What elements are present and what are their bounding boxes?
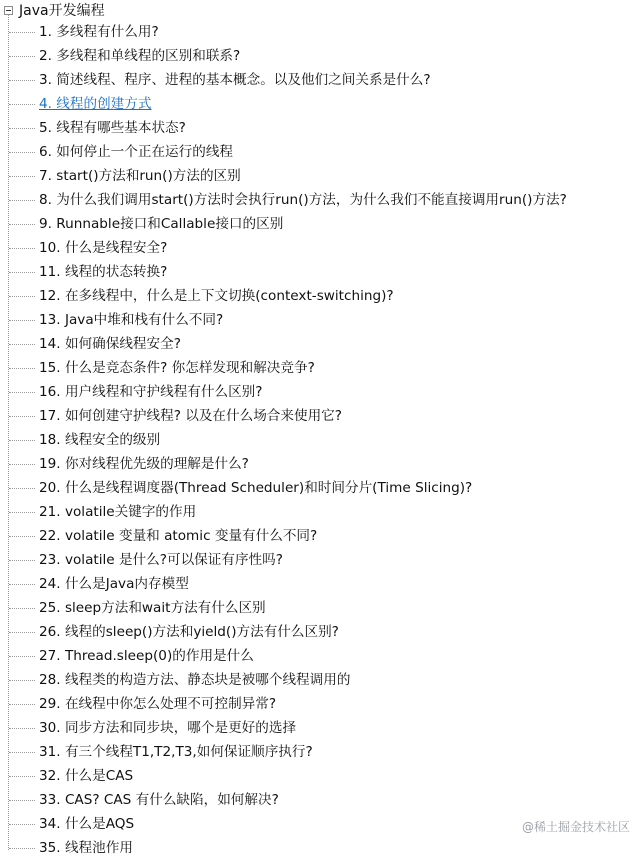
tree-item-label[interactable]: 5. 线程有哪些基本状态? [39,120,186,136]
tree-connector [9,848,35,849]
tree-connector [9,800,35,801]
tree-item-label[interactable]: 14. 如何确保线程安全? [39,336,181,352]
tree-item-label[interactable]: 11. 线程的状态转换? [39,264,168,280]
tree-connector [9,608,35,609]
tree-item-label[interactable]: 33. CAS? CAS 有什么缺陷，如何解决? [39,792,279,808]
tree-connector [9,776,35,777]
tree-item-label[interactable]: 7. start()方法和run()方法的区别 [39,168,241,184]
tree-connector [9,632,35,633]
tree-connector [9,104,35,105]
tree-connector [9,464,35,465]
tree-item-label[interactable]: 23. volatile 是什么?可以保证有序性吗? [39,552,283,568]
tree-item-label[interactable]: 27. Thread.sleep(0)的作用是什么 [39,648,254,664]
tree-connector [9,56,35,57]
tree-connector [9,704,35,705]
tree-connector [9,728,35,729]
tree-item-label[interactable]: 29. 在线程中你怎么处理不可控制异常? [39,696,277,712]
tree-root-node[interactable] [0,0,105,20]
tree-connector [9,224,35,225]
tree-connector [9,584,35,585]
tree-connector [9,656,35,657]
tree-connector [9,248,35,249]
tree-connector [9,536,35,537]
tree-connector [9,272,35,273]
tree-connector [9,296,35,297]
tree-item-label[interactable]: 3. 简述线程、程序、进程的基本概念。以及他们之间关系是什么? [39,72,431,88]
tree-connector [9,200,35,201]
tree-connector [9,416,35,417]
tree-connector [9,32,35,33]
tree-item-label[interactable]: 17. 如何创建守护线程? 以及在什么场合来使用它? [39,408,342,424]
tree-item-label[interactable]: 34. 什么是AQS [39,816,135,832]
tree-connector [9,176,35,177]
tree-connector [9,488,35,489]
tree-item-label[interactable]: 35. 线程池作用 [39,840,133,856]
tree-item-label[interactable]: 9. Runnable接口和Callable接口的区别 [39,216,284,232]
tree-connector [9,752,35,753]
tree-item-label[interactable]: 6. 如何停止一个正在运行的线程 [39,144,234,160]
tree-item-label[interactable]: 19. 你对线程优先级的理解是什么? [39,456,249,472]
tree-connector [9,680,35,681]
tree-connector [9,320,35,321]
tree-connector [9,128,35,129]
tree-guide-line [8,14,9,850]
tree-connector [9,80,35,81]
tree-item-label[interactable]: 26. 线程的sleep()方法和yield()方法有什么区别? [39,624,339,640]
tree-item-label[interactable]: 30. 同步方法和同步块，哪个是更好的选择 [39,720,297,736]
tree-connector [9,824,35,825]
tree-item-label[interactable]: 1. 多线程有什么用? [39,24,159,40]
tree-connector [9,152,35,153]
watermark: @稀土掘金技术社区 [521,820,630,834]
tree-root-label[interactable]: Java开发编程 [19,3,105,19]
tree-item-label[interactable]: 12. 在多线程中，什么是上下文切换(context-switching)? [39,288,394,304]
tree-item-label[interactable]: 2. 多线程和单线程的区别和联系? [39,48,241,64]
tree-item-label[interactable]: 31. 有三个线程T1,T2,T3,如何保证顺序执行? [39,744,313,760]
tree-item-label[interactable]: 16. 用户线程和守护线程有什么区别? [39,384,263,400]
tree-connector [9,512,35,513]
tree-item-label[interactable]: 24. 什么是Java内存模型 [39,576,189,592]
tree-item-label[interactable]: 15. 什么是竞态条件? 你怎样发现和解决竞争? [39,360,315,376]
tree-connector [9,560,35,561]
tree-item-label[interactable]: 8. 为什么我们调用start()方法时会执行run()方法，为什么我们不能直接调用run()方法? [39,192,567,208]
tree-item-label[interactable]: 21. volatile关键字的作用 [39,504,197,520]
tree-connector [9,344,35,345]
tree-connector [9,368,35,369]
tree-item-label[interactable]: 25. sleep方法和wait方法有什么区别 [39,600,266,616]
tree-item-label[interactable]: 28. 线程类的构造方法、静态块是被哪个线程调用的 [39,672,351,688]
tree-connector [9,440,35,441]
tree-item-label[interactable]: 20. 什么是线程调度器(Thread Scheduler)和时间分片(Time Slicing)? [39,480,473,496]
tree-item-label[interactable]: 10. 什么是线程安全? [39,240,168,256]
tree-item-label[interactable]: 4. 线程的创建方式 [39,96,152,112]
tree-item-label[interactable]: 32. 什么是CAS [39,768,134,784]
tree-item-label[interactable]: 13. Java中堆和栈有什么不同? [39,312,224,328]
tree-item-label[interactable]: 22. volatile 变量和 atomic 变量有什么不同? [39,528,318,544]
tree-item-label[interactable]: 18. 线程安全的级别 [39,432,161,448]
tree-connector [9,392,35,393]
